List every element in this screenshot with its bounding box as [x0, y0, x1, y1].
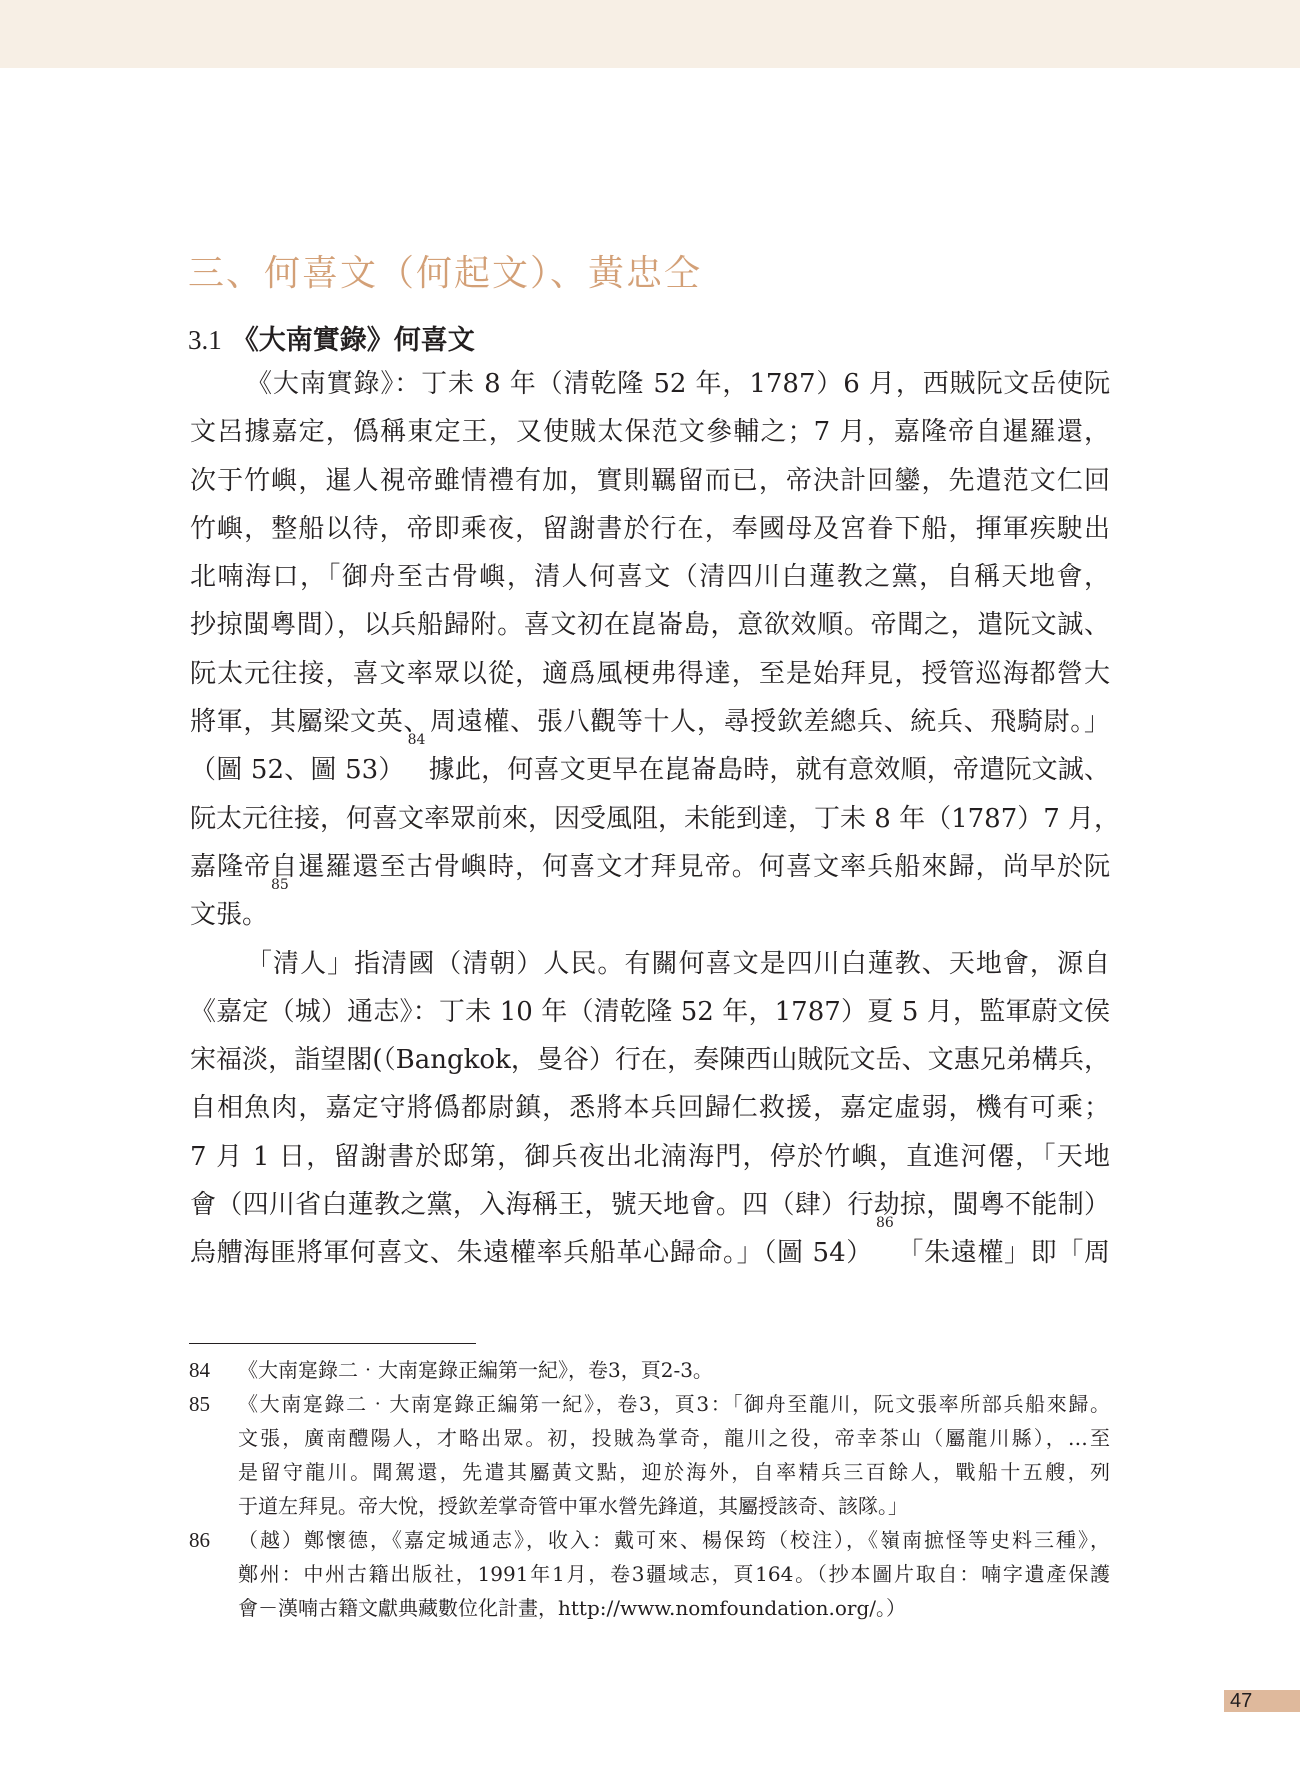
text-run: 《嘉定（城）通志》：丁未 10 年（清乾隆 52 年，1787）夏 5 月，監軍蔚文侯 — [190, 996, 1110, 1027]
text-line — [190, 732, 1110, 794]
text-run: 宋福淡，詣望閣(（Bangkok，曼谷）行在，奏陳西山賊阮文岳、文惠兄弟構兵， — [190, 1045, 1110, 1076]
footnote-line: 《大南寔錄二‧大南寔錄正編第一紀》，卷3，頁3：「御舟至龍川，阮文張率所部兵船來歸。 — [238, 1392, 1110, 1416]
footnote-text — [238, 1353, 1110, 1387]
text-line — [190, 843, 1110, 894]
subsection-title: 《大南實錄》何喜文 — [231, 325, 475, 356]
text-run: 會（四川省白蓮教之黨，入海稱王，號天地會。四（肆）行劫掠，閩粵不能制） — [190, 1190, 1110, 1221]
text-line — [190, 360, 1110, 408]
footnote-line: 是留守龍川。聞駕還，先遣其屬黃文點，迎於海外，自率精兵三百餘人，戰船十五艘，列 — [238, 1460, 1110, 1484]
text-line — [190, 940, 1110, 988]
footnote-line: 《大南寔錄二‧大南寔錄正編第一紀》，卷3，頁2-3。 — [238, 1358, 713, 1382]
footnote-line: 會－漢喃古籍文獻典藏數位化計畫，http://www.nomfoundation.org/。） — [238, 1596, 906, 1620]
text-run: 《大南實錄》：丁未 8 年（清乾隆 52 年，1787）6 月，西賊阮文岳使阮 — [246, 369, 1110, 399]
footnote-line: 鄭州：中州古籍出版社，1991年1月，卷3疆域志，頁164。（抄本圖片取自：喃字遺產保護 — [238, 1562, 1110, 1586]
text-line — [190, 1181, 1110, 1232]
page-number: 47 — [1224, 1690, 1300, 1712]
subsection-heading — [188, 318, 475, 357]
text-line — [190, 1084, 1110, 1132]
text-line — [190, 1215, 1110, 1277]
footnote — [189, 1353, 1110, 1387]
text-run: 將軍，其屬梁文英、周遠權、張八觀等十人，尋授欽差總兵、統兵、飛騎尉。」 — [190, 707, 1110, 738]
text-line — [190, 988, 1110, 1036]
footnote-line: 文張，廣南醴陽人，才略出眾。初，投賊為掌奇，龍川之役，帝幸茶山（屬龍川縣），…至 — [238, 1426, 1110, 1450]
footnotes — [189, 1353, 1110, 1625]
footnote-divider — [189, 1343, 476, 1344]
text-line — [190, 1036, 1110, 1084]
text-run: 據此，何喜文更早在崑崙島時，就有意效順，帝遣阮文誠、 — [428, 755, 1110, 786]
footnote-text — [238, 1387, 1110, 1523]
paragraph — [190, 940, 1110, 1278]
text-line — [190, 408, 1110, 456]
text-line — [190, 505, 1110, 553]
text-line — [190, 601, 1110, 649]
text-run: 竹嶼，整船以待，帝即乘夜，留謝書於行在，奉國母及宮眷下船，揮軍疾駛出 — [190, 513, 1110, 544]
footnote — [189, 1523, 1110, 1625]
text-run: （圖 52、圖 53） — [190, 755, 405, 786]
text-run: 「朱遠權」即「周 — [896, 1238, 1110, 1269]
text-run: 自相魚肉，嘉定守將僞都尉鎮，悉將本兵回歸仁救援，嘉定虛弱，機有可乘； — [190, 1093, 1110, 1124]
footnote — [189, 1387, 1110, 1523]
text-line — [190, 698, 1110, 749]
text-run: 阮太元往接，何喜文率眾前來，因受風阻，未能到達，丁未 8 年（1787）7 月， — [190, 803, 1121, 834]
header-band — [0, 0, 1300, 68]
text-run: 抄掠閩粵間），以兵船歸附。喜文初在崑崙島，意欲效順。帝聞之，遣阮文誠、 — [190, 610, 1110, 641]
text-line — [190, 1133, 1110, 1181]
text-run: 北喃海口，「御舟至古骨嶼，清人何喜文（清四川白蓮教之黨，自稱天地會， — [190, 562, 1110, 593]
paragraph — [190, 360, 1121, 940]
text-run: 次于竹嶼，暹人視帝雖情禮有加，實則羈留而已，帝決計回鑾，先遣范文仁回 — [190, 465, 1110, 496]
footnote-ref: 84 — [407, 732, 426, 749]
footnote-ref: 85 — [271, 877, 289, 894]
text-run: 嘉隆帝自暹羅還至古骨嶼時，何喜文才拜見帝。何喜文率兵船來歸，尚早於阮 — [190, 851, 1110, 882]
text-line — [190, 650, 1110, 698]
text-line — [190, 553, 1110, 601]
text-line — [190, 795, 1121, 843]
footnote-ref: 86 — [875, 1215, 894, 1232]
text-run: 阮太元往接，喜文率眾以從，適爲風梗弗得達，至是始拜見，授管巡海都營大 — [190, 658, 1110, 689]
text-run: 烏艚海匪將軍何喜文、朱遠權率兵船革心歸命。」（圖 54） — [190, 1238, 873, 1269]
text-line — [190, 877, 1110, 939]
footnote-text — [238, 1523, 1110, 1625]
text-run: 7 月 1 日，留謝書於邸第，御兵夜出北湳海門，停於竹嶼，直進河僊，「天地 — [190, 1141, 1110, 1172]
text-line — [190, 457, 1110, 505]
footnote-number: 85 — [189, 1392, 210, 1416]
footnote-number: 86 — [189, 1528, 210, 1552]
footnote-number: 84 — [189, 1358, 210, 1382]
text-run: 「清人」指清國（清朝）人民。有關何喜文是四川白蓮教、天地會，源自 — [246, 948, 1110, 979]
body-text — [190, 360, 1121, 1278]
subsection-number: 3.1 — [188, 325, 222, 355]
footnote-line: 于道左拜見。帝大悅，授欽差掌奇管中軍水營先鋒道，其屬授該奇、該隊。」 — [238, 1494, 908, 1518]
text-run: 文呂據嘉定，僞稱東定王，又使賊太保范文參輔之；7 月，嘉隆帝自暹羅還， — [190, 417, 1110, 448]
footnote-line: （越）鄭懷德，《嘉定城通志》，收入：戴可來、楊保筠（校注），《嶺南摭怪等史料三種》， — [238, 1528, 1110, 1552]
section-title: 三、何喜文（何起文）、黃忠仝 — [188, 253, 703, 294]
text-run: 文張。 — [190, 900, 269, 931]
